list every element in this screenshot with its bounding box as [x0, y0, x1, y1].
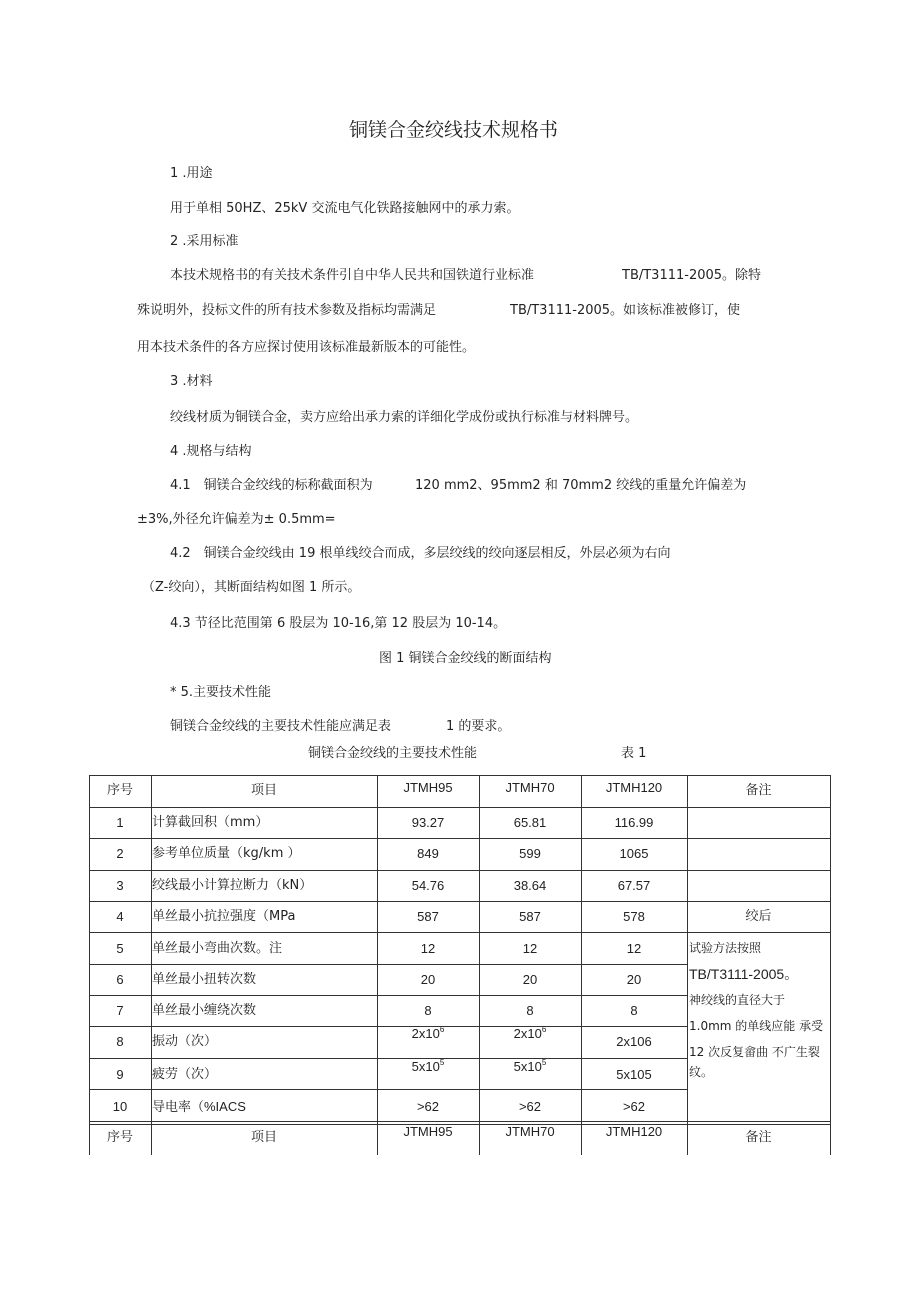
section-1-heading: 1 .用途 [170, 166, 213, 181]
row-7-jtmh120: 8 [630, 1003, 638, 1018]
row-4-jtmh120: 578 [623, 909, 645, 924]
row-10-no: 10 [112, 1099, 128, 1114]
section-3-heading: 3 .材料 [170, 374, 213, 389]
row-6-no: 6 [116, 972, 124, 987]
row-7-jtmh70: 8 [526, 1003, 534, 1018]
remark-line-2: TB/T3111-2005。 [689, 966, 799, 982]
row-9-jtmh70: $5x10^5$ [513, 1058, 547, 1074]
section-4-3: 4.3 节径比范围第 6 股层为 10-16,第 12 股层为 10-14。 [170, 616, 507, 631]
section-4-2-b: （Z-绞向），其断面结构如图 1 所示。 [142, 580, 361, 595]
header-no: 序号 [106, 783, 133, 798]
section-4-2-a: 4.2 铜镁合金绞线由 19 根单线绞合而成，多层绞线的绞向逐层相反，外层必须为右向 [170, 546, 671, 561]
row-1-no: 1 [116, 815, 124, 830]
row-10-jtmh70: >62 [518, 1099, 542, 1114]
header-item: 项目 [250, 783, 277, 798]
section-5-text-b: 1 的要求。 [446, 719, 511, 734]
row-7-no: 7 [116, 1003, 124, 1018]
repeat-header-remark: 备注 [745, 1130, 772, 1145]
row-2-jtmh95: 849 [417, 846, 439, 861]
row-1-jtmh70: 65.81 [513, 815, 547, 830]
row-5-jtmh70: 12 [522, 941, 538, 956]
section-5-text-a: 铜镁合金绞线的主要技术性能应满足表 [170, 719, 392, 734]
section-2-line2-a: 殊说明外，投标文件的所有技术参数及指标均需满足 [137, 303, 437, 318]
row-7-item: 单丝最小缠绕次数 [152, 1003, 257, 1018]
repeat-header-jtmh95: JTMH95 [403, 1124, 453, 1139]
row-10-jtmh120: >62 [622, 1099, 646, 1114]
document-title: 铜镁合金绞线技术规格书 [349, 119, 559, 141]
section-1-text: 用于单相 50HZ、25kV 交流电气化铁路接触网中的承力索。 [170, 201, 520, 216]
section-2-heading: 2 .采用标准 [170, 234, 239, 249]
remark-line-6: 纹。 [689, 1065, 714, 1079]
figure-caption: 图 1 铜镁合金绞线的断面结构 [379, 651, 552, 666]
row-4-no: 4 [116, 909, 124, 924]
row-8-jtmh120: 2x106 [616, 1034, 652, 1049]
row-6-jtmh95: 20 [420, 972, 436, 987]
row-10-jtmh95: >62 [416, 1099, 440, 1114]
row-5-item: 单丝最小弯曲次数。注 [152, 941, 283, 956]
row-9-jtmh120: 5x105 [616, 1067, 652, 1082]
row-6-jtmh70: 20 [522, 972, 538, 987]
row-4-jtmh95: 587 [417, 909, 439, 924]
row-2-jtmh120: 1065 [619, 846, 649, 861]
header-jtmh120: JTMH120 [605, 780, 663, 795]
section-4-1-c: ±3%,外径允许偏差为± 0.5mm= [137, 512, 336, 527]
repeat-header-item: 项目 [250, 1130, 277, 1145]
row-3-item: 绞线最小计算拉断力（kN） [152, 878, 313, 893]
row-3-jtmh120: 67.57 [617, 878, 651, 893]
row-4-item: 单丝最小抗拉强度（MPa [152, 909, 296, 924]
performance-table [89, 775, 831, 1155]
header-remark: 备注 [745, 783, 772, 798]
section-4-heading: 4 .规格与结构 [170, 444, 252, 459]
row-7-jtmh95: 8 [424, 1003, 432, 1018]
row-4-remark: 绞后 [745, 909, 772, 924]
row-9-item: 疲劳（次） [152, 1067, 218, 1082]
row-5-no: 5 [116, 941, 124, 956]
section-2-line1-a: 本技术规格书的有关技术条件引自中华人民共和国铁道行业标准 [170, 268, 535, 283]
table-caption: 铜镁合金绞线的主要技术性能 [308, 746, 478, 761]
row-3-jtmh70: 38.64 [513, 878, 547, 893]
row-4-jtmh70: 587 [519, 909, 541, 924]
row-2-no: 2 [116, 846, 124, 861]
row-8-item: 振动（次） [152, 1034, 218, 1049]
section-4-1-a: 4.1 铜镁合金绞线的标称截面积为 [170, 478, 373, 493]
row-1-jtmh120: 116.99 [614, 815, 654, 830]
remark-line-5: 12 次反复畲曲 不广生裂 [689, 1045, 820, 1059]
remark-line-3: 神绞线的直径大于 [689, 993, 786, 1007]
section-2-line1-b: TB/T3111-2005。除特 [622, 268, 762, 283]
repeat-header-jtmh70: JTMH70 [505, 1124, 555, 1139]
section-5-heading: * 5.主要技术性能 [170, 685, 272, 700]
remark-block [689, 935, 829, 1079]
section-4-1-b: 120 mm2、95mm2 和 70mm2 绞线的重量允许偏差为 [415, 478, 747, 493]
section-2-line3: 用本技术条件的各方应探讨使用该标准最新版本的可能性。 [137, 340, 476, 355]
row-3-jtmh95: 54.76 [411, 878, 445, 893]
row-1-item: 计算截回积（mm） [152, 815, 269, 830]
section-3-text: 绞线材质为铜镁合金，卖方应给出承力索的详细化学成份或执行标准与材料牌号。 [170, 410, 639, 425]
header-jtmh95: JTMH95 [403, 780, 453, 795]
row-5-jtmh120: 12 [626, 941, 642, 956]
row-3-no: 3 [116, 878, 124, 893]
row-6-jtmh120: 20 [626, 972, 642, 987]
header-jtmh70: JTMH70 [505, 780, 555, 795]
row-6-item: 单丝最小扭转次数 [152, 972, 257, 987]
repeat-header-jtmh120: JTMH120 [605, 1124, 663, 1139]
table-label: 表 1 [621, 746, 647, 761]
row-1-jtmh95: 93.27 [411, 815, 445, 830]
remark-line-1: 试验方法按照 [689, 941, 762, 955]
row-5-jtmh95: 12 [420, 941, 436, 956]
row-8-jtmh70: $2x10^6$ [513, 1025, 547, 1041]
row-9-jtmh95: $5x10^5$ [411, 1058, 445, 1074]
row-2-jtmh70: 599 [519, 846, 541, 861]
row-8-no: 8 [116, 1034, 124, 1049]
row-2-item: 参考单位质量（kg/km ） [152, 846, 301, 861]
row-10-item: 导电率（%IACS [152, 1099, 246, 1114]
row-8-jtmh95: $2x10^6$ [411, 1025, 445, 1041]
remark-line-4: 1.0mm 的单线应能 承受 [689, 1019, 824, 1033]
section-2-line2-b: TB/T3111-2005。如该标准被修订，使 [510, 303, 741, 318]
row-9-no: 9 [116, 1067, 124, 1082]
repeat-header-no: 序号 [106, 1130, 133, 1145]
